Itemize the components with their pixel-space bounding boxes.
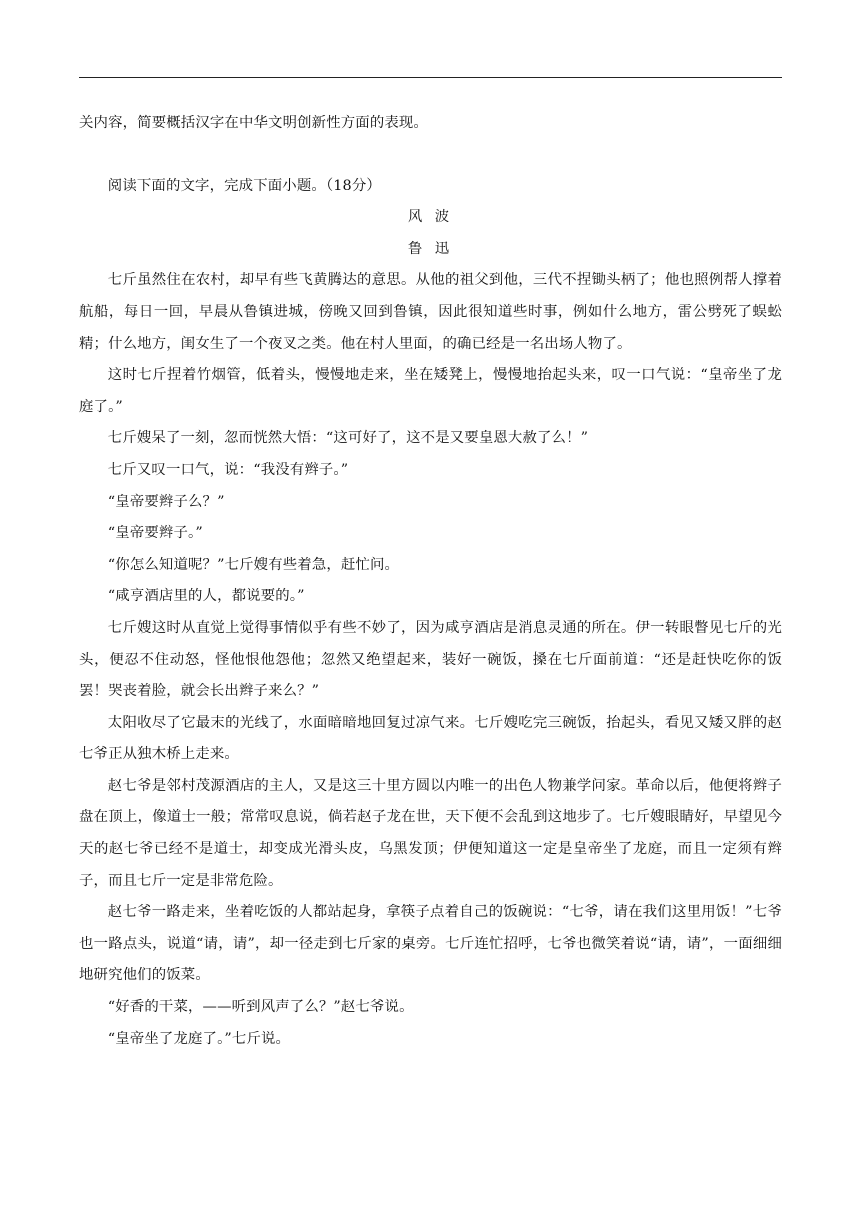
story-author: 鲁 迅 (407, 240, 454, 257)
paragraph: 太阳收尽了它最末的光线了，水面暗暗地回复过凉气来。七斤嫂吃完三碗饭，抬起头，看见又矮又胖的赵七爷正从独木桥上走来。 (79, 714, 782, 763)
paragraph: 七斤虽然住在农村，却早有些飞黄腾达的意思。从他的祖父到他，三代不捏锄头柄了；他也照例帮人撑着航船，每日一回，早晨从鲁镇进城，傍晚又回到鲁镇，因此很知道些时事，例如什么地方，雷公劈死了蜈蚣精；什么地方，闺女生了一个夜叉之类。他在村人里面，的确已经是一名出场人物了。 (79, 272, 782, 352)
paragraph: 七斤又叹一口气，说：“我没有辫子。” (107, 461, 349, 478)
paragraph: 赵七爷是邻村茂源酒店的主人，又是这三十里方圆以内唯一的出色人物兼学问家。革命以后，他便将辫子盘在顶上，像道士一般；常常叹息说，倘若赵子龙在世，天下便不会乱到这地步了。七斤嫂眼睛好，早望见今天的赵七爷已经不是道士，却变成光滑头皮，乌黑发顶；伊便知道这一定是皇帝坐了龙庭，而且一定须有辫子，而且七斤一定是非常危险。 (79, 777, 782, 889)
paragraph: 七斤嫂呆了一刻，忽而恍然大悟：“这可好了，这不是又要皇恩大赦了么！” (107, 430, 589, 447)
continued-question-line: 关内容，简要概括汉字在中华文明创新性方面的表现。 (79, 115, 428, 131)
document-body (79, 108, 782, 1055)
story-title: 风 波 (407, 209, 454, 226)
paragraph: “咸亨酒店里的人，都说要的。” (107, 588, 305, 605)
paragraph: 赵七爷一路走来，坐着吃饭的人都站起身，拿筷子点着自己的饭碗说：“七爷，请在我们这里用饭！”七爷也一路点头，说道“请，请”，却一径走到七斤家的桌旁。七斤连忙招呼，七爷也微笑着说“请，请”，一面细细地研究他们的饭菜。 (79, 904, 782, 984)
paragraph: “皇帝坐了龙庭了。”七斤说。 (107, 1030, 291, 1047)
paragraph: 七斤嫂这时从直觉上觉得事情似乎有些不妙了，因为咸亨酒店是消息灵通的所在。伊一转眼瞥见七斤的光头，便忍不住动怒，怪他恨他怨他；忽然又绝望起来，装好一碗饭，搡在七斤面前道：“还是赶快吃你的饭罢！哭丧着脸，就会长出辫子来么？” (79, 619, 782, 700)
paragraph: 这时七斤捏着竹烟管，低着头，慢慢地走来，坐在矮凳上，慢慢地抬起头来，叹一口气说：“皇帝坐了龙庭了。” (79, 367, 782, 415)
paragraph: “皇帝要辫子。” (107, 525, 203, 542)
paragraph: “皇帝要辫子么？” (107, 493, 225, 510)
paragraph: “你怎么知道呢？”七斤嫂有些着急，赶忙问。 (107, 556, 400, 573)
paragraph: “好香的干菜，——听到风声了么？”赵七爷说。 (107, 999, 414, 1016)
header-rule (79, 77, 782, 78)
reading-instruction: 阅读下面的文字，完成下面小题。（18分） (107, 177, 381, 194)
